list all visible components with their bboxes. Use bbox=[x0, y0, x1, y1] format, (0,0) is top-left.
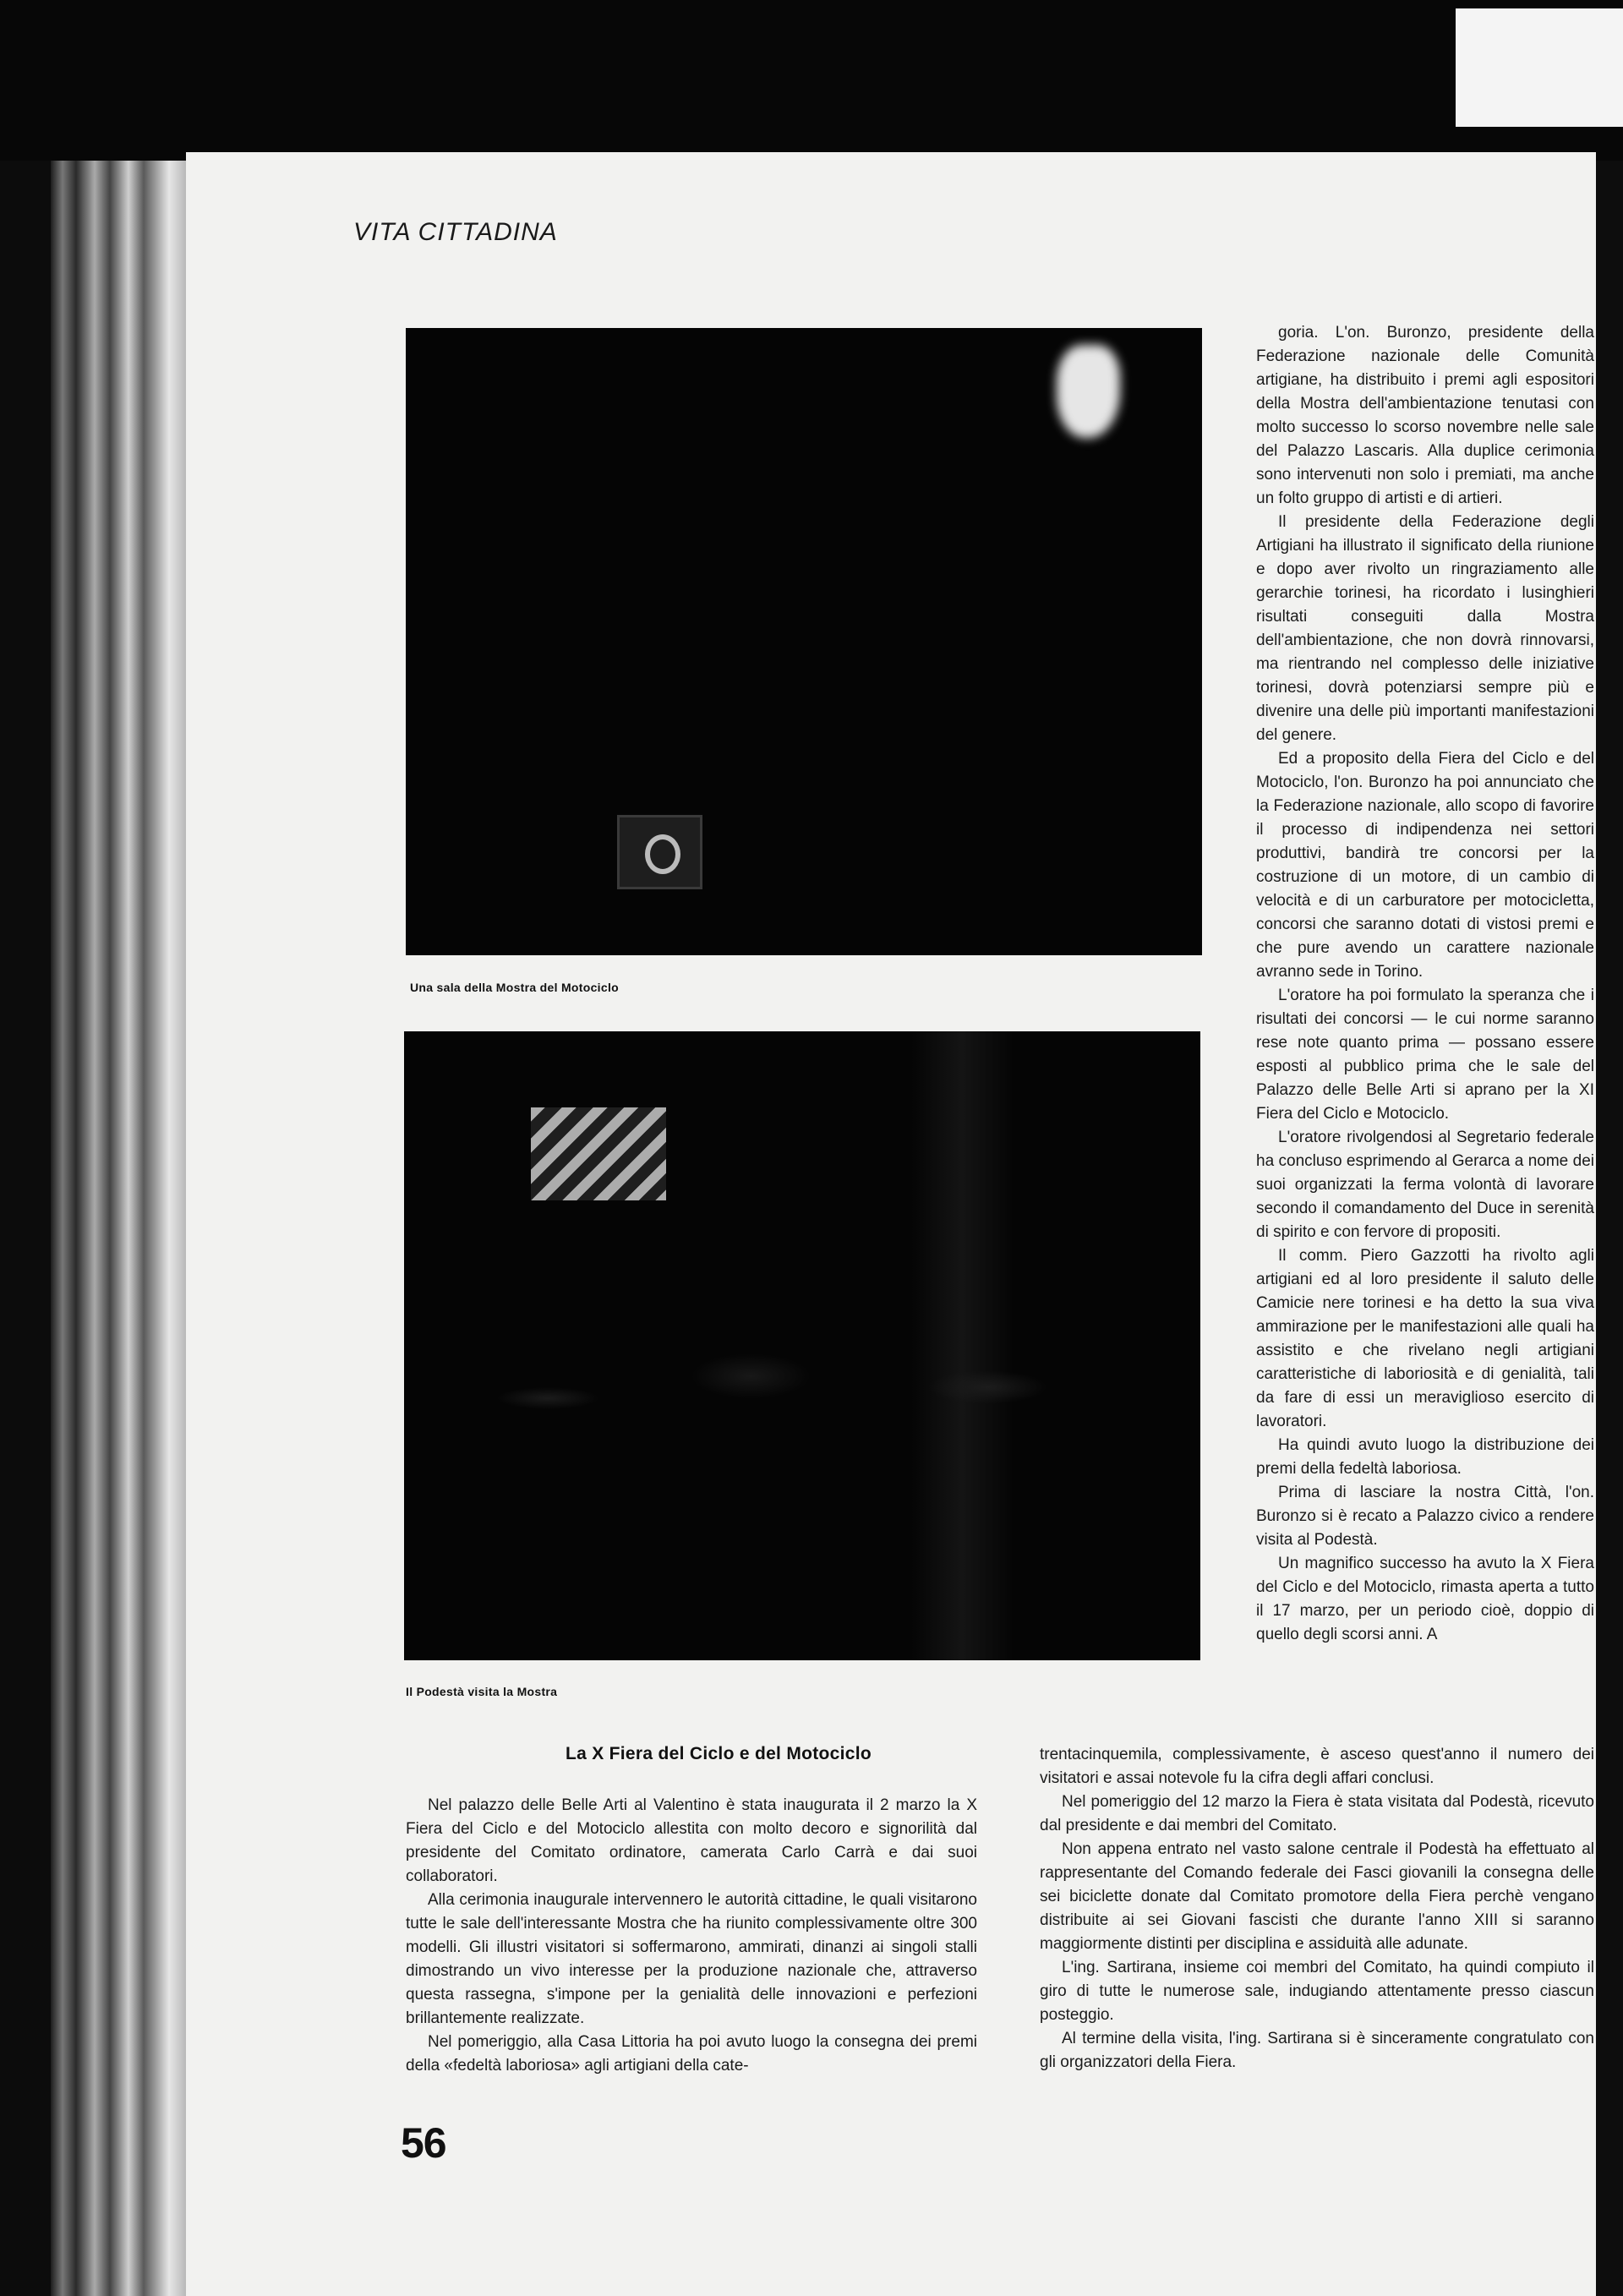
book-binding bbox=[51, 161, 186, 2296]
paragraph: goria. L'on. Buronzo, presidente della Federazione nazionale delle Comunità artigiane, ha distribuito i premi agli espositori della Mostra dell'ambientazione tenutasi con molto successo lo scorso novembre nelle sale del Palazzo Lascaris. Alla duplice cerimonia sono intervenuti non solo i premiati, ma anche un folto gruppo di artisti e di artieri. bbox=[1256, 324, 1594, 507]
paragraph: Prima di lasciare la nostra Città, l'on. Buronzo si è recato a Palazzo civico a rendere visita al Podestà. bbox=[1256, 1484, 1594, 1549]
photo-sign bbox=[617, 815, 702, 889]
paragraph: Il presidente della Federazione degli Artigiani ha illustrato il significato della riunione e dopo aver rivolto un ringraziamento alle gerarchie torinesi, ha ricordato i lusinghieri risultati conseguiti dalla Mostra dell'ambientazione, che non dovrà rinnovarsi, ma rientrando nel complesso delle iniziative torinesi, dovrà potenziarsi sempre più e divenire una delle più importanti manifestazioni del genere. bbox=[1256, 513, 1594, 744]
paragraph: Nel palazzo delle Belle Arti al Valentino è stata inaugurata il 2 marzo la X Fiera del Ciclo e del Motociclo allestita con molto decoro e signorilità dal presidente del Comitato ordinatore, camerata Carlo Carrà e dai suoi collaboratori. bbox=[406, 1796, 977, 1885]
paragraph: Ed a proposito della Fiera del Ciclo e del Motociclo, l'on. Buronzo ha poi annunciato che la Federazione nazionale, allo scopo di favorire il processo di indipendenza nei settori produttivi, bandirà tre concorsi per la costruzione di un motore, di un cambio di velocità e di un carburatore per motocicletta, concorsi che saranno dotati di vistosi premi e che pure avendo un carattere nazionale avranno sede in Torino. bbox=[1256, 750, 1594, 981]
text-column-bottom bbox=[1040, 1743, 1594, 2075]
running-header: VITA CITTADINA bbox=[353, 218, 558, 246]
photo-highlight bbox=[1057, 345, 1120, 438]
text-column-right bbox=[1256, 321, 1594, 1647]
text-column-left bbox=[406, 1794, 977, 2078]
paragraph: Nel pomeriggio, alla Casa Littoria ha poi avuto luogo la consegna dei premi della «fedeltà laboriosa» agli artigiani della cate- bbox=[406, 2033, 977, 2075]
photo-window bbox=[531, 1107, 666, 1200]
paragraph: Al termine della visita, l'ing. Sartirana si è sinceramente congratulato con gli organizzatori della Fiera. bbox=[1040, 2030, 1594, 2071]
paragraph: Ha quindi avuto luogo la distribuzione dei premi della fedeltà laboriosa. bbox=[1256, 1436, 1594, 1478]
paragraph: L'ing. Sartirana, insieme coi membri del Comitato, ha quindi compiuto il giro di tutte le numerose sale, indugiando attentamente presso ciascun posteggio. bbox=[1040, 1959, 1594, 2024]
photo-caption: Il Podestà visita la Mostra bbox=[406, 1685, 558, 1698]
photo-caption: Una sala della Mostra del Motociclo bbox=[410, 981, 620, 994]
paragraph: Nel pomeriggio del 12 marzo la Fiera è stata visitata dal Podestà, ricevuto dal presidente e dai membri del Comitato. bbox=[1040, 1793, 1594, 1834]
paragraph: Un magnifico successo ha avuto la X Fiera del Ciclo e del Motociclo, rimasta aperta a tutto il 17 marzo, per un periodo cioè, doppio di quello degli scorsi anni. A bbox=[1256, 1555, 1594, 1643]
paragraph: L'oratore rivolgendosi al Segretario federale ha concluso esprimendo al Gerarca a nome dei suoi organizzati la ferma volontà di lavorare secondo il comandamento del Duce in serenità di spirito e con fervore di propositi. bbox=[1256, 1129, 1594, 1241]
page-number: 56 bbox=[401, 2119, 446, 2167]
paragraph: L'oratore ha poi formulato la speranza che i risultati dei concorsi — le cui norme saranno rese note quanto prima — possano essere esposti al pubblico prima che le sale del Palazzo delle Belle Arti si aprano per la XI Fiera del Ciclo e Motociclo. bbox=[1256, 987, 1594, 1123]
article-title: La X Fiera del Ciclo e del Motociclo bbox=[565, 1744, 872, 1763]
paragraph: trentacinquemila, complessivamente, è asceso quest'anno il numero dei visitatori e assai notevole fu la cifra degli affari conclusi. bbox=[1040, 1746, 1594, 1787]
photo-figures bbox=[480, 1310, 1156, 1530]
scan-right-edge bbox=[1596, 161, 1623, 2296]
paragraph: Il comm. Piero Gazzotti ha rivolto agli artigiani ed al loro presidente il saluto delle Camicie nere torinesi e ha detto la sua viva ammirazione per le manifestazioni alle quali ha assistito e che rivelano negli artigiani caratteristiche di laboriosità e di genialità, tali da fare di essi un meraviglioso esercito di lavoratori. bbox=[1256, 1247, 1594, 1430]
scan-background bbox=[0, 0, 1623, 161]
photo-exhibition-hall bbox=[406, 328, 1202, 955]
photo-podesta-visit bbox=[404, 1031, 1200, 1660]
paragraph: Alla cerimonia inaugurale intervennero le autorità cittadine, le quali visitarono tutte le sale dell'interessante Mostra che ha riunito complessivamente oltre 300 modelli. Gli illustri visitatori si soffermarono, ammirati, dinanzi ai singoli stalli dimostrando un vivo interesse per la produzione nazionale che, attraverso questa rassegna, s'impone per la genialità delle innovazioni e perfezioni brillantemente realizzate. bbox=[406, 1891, 977, 2027]
paragraph: Non appena entrato nel vasto salone centrale il Podestà ha effettuato al rappresentante del Comando federale dei Fasci giovanili la consegna delle sei biciclette donate dal Comitato promotore della Fiera perchè vengano distribuite ai sei Giovani fascisti che durante l'anno XIII si saranno maggiormente distinti per disciplina e assiduità alle adunate. bbox=[1040, 1840, 1594, 1953]
scan-paper-corner bbox=[1456, 8, 1623, 127]
